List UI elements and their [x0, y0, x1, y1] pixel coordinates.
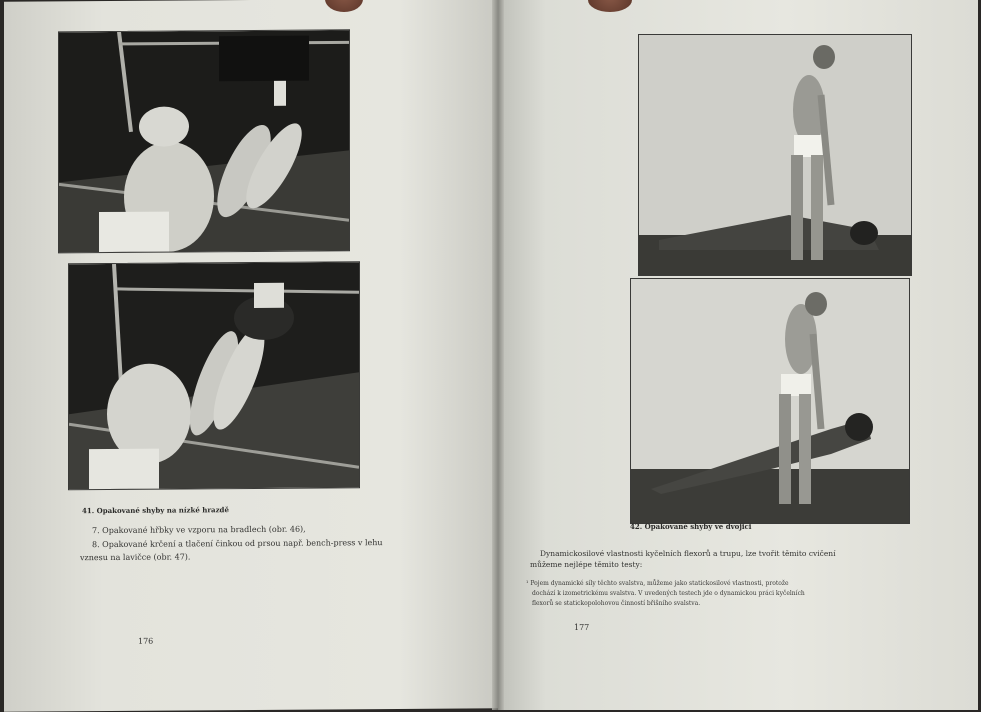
footnote-line-3: flexorů se statickopolohovou činností břišního svalstva. — [532, 600, 701, 607]
book-gutter — [492, 0, 504, 710]
footnote-line-1: ¹ Pojem dynamické síly těchto svalstva, můžeme jako statickosilové vlastnosti, protože — [526, 580, 789, 587]
photo-image — [639, 35, 911, 275]
photo-image — [69, 262, 359, 489]
text-line-3: vznesu na lavičce (obr. 47). — [80, 552, 191, 563]
photo-image — [59, 30, 349, 252]
left-page — [4, 0, 498, 712]
photo-image — [631, 279, 909, 523]
photo-low-bar-pullup-bottom — [68, 261, 360, 490]
page-number-right: 177 — [574, 623, 590, 632]
page-number-left: 176 — [138, 636, 154, 646]
right-page — [498, 0, 978, 710]
figure-caption-41: 41. Opakované shyby na nízké hrazdě — [82, 505, 229, 516]
text-line-right-2: můžeme nejlépe těmito testy: — [530, 560, 643, 569]
photo-partner-exercise-bottom — [630, 278, 910, 524]
photo-low-bar-pullup-top — [58, 29, 350, 253]
footnote-line-2: dochází k izometrickému svalstva. V uvedených testech jde o dynamickou práci kyčelních — [532, 590, 805, 597]
text-line-2: 8. Opakované krčení a tlačení činkou od prsou např. bench-press v lehu — [92, 538, 383, 550]
figure-caption-42: 42. Opakované shyby ve dvojici — [630, 522, 752, 531]
text-line-1: 7. Opakované hřbky ve vzporu na bradlech (obr. 46), — [92, 524, 306, 536]
photo-partner-exercise-top — [638, 34, 912, 276]
text-line-right-1: Dynamickosilové vlastnosti kyčelních flexorů a trupu, lze tvořit těmito cvičení — [540, 549, 836, 558]
